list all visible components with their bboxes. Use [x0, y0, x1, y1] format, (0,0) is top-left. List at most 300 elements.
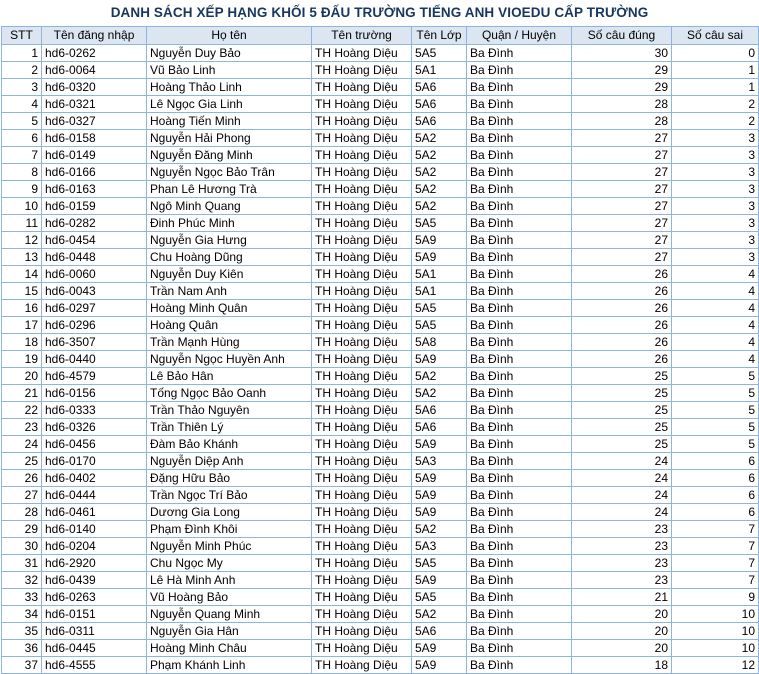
cell-wrong: 4 — [672, 300, 759, 317]
table-row — [2, 232, 759, 249]
cell-fullname: Hoàng Minh Quân — [147, 300, 312, 317]
cell-stt: 31 — [2, 555, 42, 572]
cell-school: TH Hoàng Diệu — [312, 487, 412, 504]
cell-username: hd6-0043 — [42, 283, 147, 300]
cell-district: Ba Đình — [467, 62, 572, 79]
cell-username: hd6-0060 — [42, 266, 147, 283]
cell-district: Ba Đình — [467, 317, 572, 334]
cell-class: 5A9 — [412, 487, 467, 504]
cell-class: 5A5 — [412, 317, 467, 334]
cell-district: Ba Đình — [467, 470, 572, 487]
cell-district: Ba Đình — [467, 334, 572, 351]
cell-username: hd6-0448 — [42, 249, 147, 266]
cell-correct: 26 — [572, 334, 672, 351]
cell-school: TH Hoàng Diệu — [312, 521, 412, 538]
cell-district: Ba Đình — [467, 504, 572, 521]
cell-school: TH Hoàng Diệu — [312, 113, 412, 130]
cell-wrong: 5 — [672, 436, 759, 453]
cell-school: TH Hoàng Diệu — [312, 130, 412, 147]
cell-correct: 27 — [572, 215, 672, 232]
cell-school: TH Hoàng Diệu — [312, 368, 412, 385]
table-row — [2, 351, 759, 368]
cell-username: hd6-0158 — [42, 130, 147, 147]
cell-correct: 20 — [572, 606, 672, 623]
table-row — [2, 521, 759, 538]
cell-correct: 28 — [572, 96, 672, 113]
table-row — [2, 589, 759, 606]
cell-school: TH Hoàng Diệu — [312, 419, 412, 436]
cell-fullname: Nguyễn Diệp Anh — [147, 453, 312, 470]
cell-correct: 25 — [572, 385, 672, 402]
cell-username: hd6-0282 — [42, 215, 147, 232]
cell-district: Ba Đình — [467, 487, 572, 504]
cell-correct: 29 — [572, 79, 672, 96]
cell-wrong: 10 — [672, 623, 759, 640]
cell-stt: 27 — [2, 487, 42, 504]
cell-class: 5A9 — [412, 436, 467, 453]
cell-username: hd6-0311 — [42, 623, 147, 640]
cell-class: 5A2 — [412, 606, 467, 623]
cell-school: TH Hoàng Diệu — [312, 198, 412, 215]
cell-school: TH Hoàng Diệu — [312, 640, 412, 657]
cell-class: 5A2 — [412, 181, 467, 198]
column-header-school: Tên trường — [312, 27, 412, 45]
cell-district: Ba Đình — [467, 402, 572, 419]
cell-correct: 27 — [572, 181, 672, 198]
cell-wrong: 5 — [672, 402, 759, 419]
cell-stt: 5 — [2, 113, 42, 130]
cell-stt: 33 — [2, 589, 42, 606]
cell-class: 5A5 — [412, 555, 467, 572]
cell-district: Ba Đình — [467, 96, 572, 113]
cell-district: Ba Đình — [467, 436, 572, 453]
table-row — [2, 300, 759, 317]
cell-stt: 26 — [2, 470, 42, 487]
cell-correct: 28 — [572, 113, 672, 130]
cell-school: TH Hoàng Diệu — [312, 657, 412, 674]
cell-school: TH Hoàng Diệu — [312, 436, 412, 453]
cell-wrong: 3 — [672, 164, 759, 181]
cell-fullname: Hoàng Tiến Minh — [147, 113, 312, 130]
cell-fullname: Nguyễn Đăng Minh — [147, 147, 312, 164]
cell-district: Ba Đình — [467, 147, 572, 164]
cell-district: Ba Đình — [467, 657, 572, 674]
cell-class: 5A2 — [412, 368, 467, 385]
table-row — [2, 657, 759, 674]
cell-school: TH Hoàng Diệu — [312, 232, 412, 249]
cell-district: Ba Đình — [467, 606, 572, 623]
cell-wrong: 6 — [672, 504, 759, 521]
table-row — [2, 487, 759, 504]
cell-wrong: 7 — [672, 555, 759, 572]
table-row — [2, 181, 759, 198]
cell-stt: 35 — [2, 623, 42, 640]
cell-username: hd6-0064 — [42, 62, 147, 79]
cell-stt: 28 — [2, 504, 42, 521]
cell-fullname: Nguyễn Ngọc Huyền Anh — [147, 351, 312, 368]
cell-fullname: Dương Gia Long — [147, 504, 312, 521]
table-row — [2, 96, 759, 113]
cell-fullname: Trần Nam Anh — [147, 283, 312, 300]
cell-class: 5A2 — [412, 521, 467, 538]
cell-username: hd6-0320 — [42, 79, 147, 96]
cell-class: 5A2 — [412, 385, 467, 402]
cell-wrong: 2 — [672, 113, 759, 130]
cell-wrong: 3 — [672, 147, 759, 164]
cell-class: 5A5 — [412, 45, 467, 62]
cell-fullname: Phan Lê Hương Trà — [147, 181, 312, 198]
cell-fullname: Vũ Hoàng Bảo — [147, 589, 312, 606]
cell-correct: 24 — [572, 470, 672, 487]
cell-class: 5A6 — [412, 623, 467, 640]
cell-stt: 32 — [2, 572, 42, 589]
cell-school: TH Hoàng Diệu — [312, 623, 412, 640]
cell-school: TH Hoàng Diệu — [312, 62, 412, 79]
cell-username: hd6-0159 — [42, 198, 147, 215]
table-row — [2, 249, 759, 266]
cell-school: TH Hoàng Diệu — [312, 589, 412, 606]
cell-correct: 25 — [572, 368, 672, 385]
cell-wrong: 10 — [672, 606, 759, 623]
cell-class: 5A2 — [412, 147, 467, 164]
cell-class: 5A9 — [412, 572, 467, 589]
cell-class: 5A6 — [412, 419, 467, 436]
cell-correct: 24 — [572, 453, 672, 470]
cell-username: hd6-4555 — [42, 657, 147, 674]
cell-district: Ba Đình — [467, 589, 572, 606]
cell-stt: 20 — [2, 368, 42, 385]
cell-school: TH Hoàng Diệu — [312, 606, 412, 623]
cell-school: TH Hoàng Diệu — [312, 317, 412, 334]
cell-username: hd6-2920 — [42, 555, 147, 572]
cell-school: TH Hoàng Diệu — [312, 385, 412, 402]
cell-username: hd6-0333 — [42, 402, 147, 419]
cell-wrong: 5 — [672, 368, 759, 385]
cell-fullname: Vũ Bảo Linh — [147, 62, 312, 79]
cell-fullname: Đàm Bảo Khánh — [147, 436, 312, 453]
cell-username: hd6-0140 — [42, 521, 147, 538]
cell-district: Ba Đình — [467, 164, 572, 181]
cell-fullname: Nguyễn Ngọc Bảo Trân — [147, 164, 312, 181]
cell-stt: 1 — [2, 45, 42, 62]
cell-class: 5A9 — [412, 351, 467, 368]
table-row — [2, 79, 759, 96]
cell-stt: 2 — [2, 62, 42, 79]
cell-correct: 24 — [572, 487, 672, 504]
cell-username: hd6-0445 — [42, 640, 147, 657]
cell-stt: 13 — [2, 249, 42, 266]
cell-school: TH Hoàng Diệu — [312, 283, 412, 300]
cell-school: TH Hoàng Diệu — [312, 470, 412, 487]
cell-correct: 23 — [572, 572, 672, 589]
cell-correct: 26 — [572, 266, 672, 283]
cell-fullname: Hoàng Minh Châu — [147, 640, 312, 657]
cell-fullname: Chu Ngọc My — [147, 555, 312, 572]
cell-correct: 27 — [572, 232, 672, 249]
cell-stt: 22 — [2, 402, 42, 419]
cell-username: hd6-0263 — [42, 589, 147, 606]
cell-correct: 24 — [572, 504, 672, 521]
cell-username: hd6-0440 — [42, 351, 147, 368]
cell-district: Ba Đình — [467, 385, 572, 402]
cell-school: TH Hoàng Diệu — [312, 79, 412, 96]
cell-school: TH Hoàng Diệu — [312, 402, 412, 419]
cell-correct: 18 — [572, 657, 672, 674]
cell-fullname: Đinh Phúc Minh — [147, 215, 312, 232]
cell-username: hd6-0204 — [42, 538, 147, 555]
cell-username: hd6-4579 — [42, 368, 147, 385]
cell-correct: 21 — [572, 589, 672, 606]
cell-fullname: Nguyễn Gia Hưng — [147, 232, 312, 249]
cell-username: hd6-0402 — [42, 470, 147, 487]
cell-school: TH Hoàng Diệu — [312, 572, 412, 589]
cell-district: Ba Đình — [467, 79, 572, 96]
cell-username: hd6-0151 — [42, 606, 147, 623]
cell-stt: 16 — [2, 300, 42, 317]
cell-username: hd6-0326 — [42, 419, 147, 436]
cell-wrong: 4 — [672, 351, 759, 368]
cell-class: 5A3 — [412, 453, 467, 470]
table-row — [2, 334, 759, 351]
cell-class: 5A6 — [412, 113, 467, 130]
cell-wrong: 0 — [672, 45, 759, 62]
cell-fullname: Trần Ngọc Trí Bảo — [147, 487, 312, 504]
cell-fullname: Lê Bảo Hân — [147, 368, 312, 385]
table-row — [2, 283, 759, 300]
cell-wrong: 3 — [672, 232, 759, 249]
cell-wrong: 10 — [672, 640, 759, 657]
cell-district: Ba Đình — [467, 249, 572, 266]
cell-district: Ba Đình — [467, 538, 572, 555]
cell-stt: 37 — [2, 657, 42, 674]
cell-wrong: 4 — [672, 317, 759, 334]
cell-wrong: 7 — [672, 521, 759, 538]
cell-class: 5A9 — [412, 640, 467, 657]
column-header-district: Quận / Huyện — [467, 27, 572, 45]
cell-class: 5A5 — [412, 589, 467, 606]
cell-school: TH Hoàng Diệu — [312, 555, 412, 572]
cell-correct: 25 — [572, 419, 672, 436]
cell-username: hd6-0327 — [42, 113, 147, 130]
cell-school: TH Hoàng Diệu — [312, 351, 412, 368]
table-row — [2, 419, 759, 436]
table-row — [2, 538, 759, 555]
table-row — [2, 436, 759, 453]
table-row — [2, 62, 759, 79]
cell-class: 5A2 — [412, 130, 467, 147]
cell-fullname: Chu Hoàng Dũng — [147, 249, 312, 266]
cell-correct: 25 — [572, 402, 672, 419]
cell-school: TH Hoàng Diệu — [312, 504, 412, 521]
cell-wrong: 4 — [672, 334, 759, 351]
cell-username: hd6-0444 — [42, 487, 147, 504]
cell-class: 5A1 — [412, 62, 467, 79]
cell-stt: 29 — [2, 521, 42, 538]
cell-wrong: 9 — [672, 589, 759, 606]
cell-wrong: 7 — [672, 572, 759, 589]
cell-stt: 34 — [2, 606, 42, 623]
cell-correct: 23 — [572, 555, 672, 572]
cell-district: Ba Đình — [467, 198, 572, 215]
cell-school: TH Hoàng Diệu — [312, 249, 412, 266]
cell-class: 5A9 — [412, 232, 467, 249]
cell-wrong: 3 — [672, 249, 759, 266]
table-row — [2, 266, 759, 283]
cell-wrong: 5 — [672, 419, 759, 436]
cell-wrong: 3 — [672, 198, 759, 215]
table-row — [2, 113, 759, 130]
cell-wrong: 5 — [672, 385, 759, 402]
cell-district: Ba Đình — [467, 300, 572, 317]
table-row — [2, 555, 759, 572]
table-row — [2, 640, 759, 657]
column-header-wrong: Số câu sai — [672, 27, 759, 45]
cell-district: Ba Đình — [467, 453, 572, 470]
cell-username: hd6-0296 — [42, 317, 147, 334]
cell-username: hd6-0456 — [42, 436, 147, 453]
cell-stt: 19 — [2, 351, 42, 368]
cell-correct: 27 — [572, 198, 672, 215]
cell-wrong: 6 — [672, 453, 759, 470]
cell-fullname: Ngô Minh Quang — [147, 198, 312, 215]
cell-district: Ba Đình — [467, 521, 572, 538]
cell-correct: 27 — [572, 164, 672, 181]
cell-correct: 25 — [572, 436, 672, 453]
table-body — [2, 45, 759, 674]
cell-username: hd6-0454 — [42, 232, 147, 249]
cell-correct: 26 — [572, 300, 672, 317]
cell-class: 5A8 — [412, 334, 467, 351]
cell-district: Ba Đình — [467, 283, 572, 300]
table-row — [2, 572, 759, 589]
cell-class: 5A1 — [412, 266, 467, 283]
table-row — [2, 504, 759, 521]
cell-correct: 26 — [572, 317, 672, 334]
cell-correct: 23 — [572, 521, 672, 538]
cell-stt: 15 — [2, 283, 42, 300]
cell-district: Ba Đình — [467, 215, 572, 232]
cell-fullname: Lê Hà Minh Anh — [147, 572, 312, 589]
table-row — [2, 402, 759, 419]
cell-stt: 9 — [2, 181, 42, 198]
column-header-stt: STT — [2, 27, 42, 45]
column-header-correct: Số câu đúng — [572, 27, 672, 45]
cell-fullname: Đặng Hữu Bảo — [147, 470, 312, 487]
cell-school: TH Hoàng Diệu — [312, 538, 412, 555]
table-row — [2, 606, 759, 623]
cell-correct: 27 — [572, 249, 672, 266]
cell-wrong: 12 — [672, 657, 759, 674]
cell-fullname: Phạm Đình Khôi — [147, 521, 312, 538]
cell-stt: 7 — [2, 147, 42, 164]
cell-wrong: 4 — [672, 283, 759, 300]
cell-username: hd6-0439 — [42, 572, 147, 589]
cell-username: hd6-0321 — [42, 96, 147, 113]
table-row — [2, 368, 759, 385]
table-row — [2, 623, 759, 640]
cell-username: hd6-0149 — [42, 147, 147, 164]
cell-class: 5A3 — [412, 538, 467, 555]
cell-school: TH Hoàng Diệu — [312, 266, 412, 283]
cell-fullname: Hoàng Thảo Linh — [147, 79, 312, 96]
cell-wrong: 6 — [672, 487, 759, 504]
cell-stt: 24 — [2, 436, 42, 453]
cell-fullname: Nguyễn Duy Bảo — [147, 45, 312, 62]
cell-fullname: Tống Ngọc Bảo Oanh — [147, 385, 312, 402]
cell-class: 5A2 — [412, 164, 467, 181]
table-header-row — [2, 27, 759, 45]
cell-school: TH Hoàng Diệu — [312, 334, 412, 351]
cell-fullname: Lê Ngọc Gia Linh — [147, 96, 312, 113]
cell-username: hd6-0156 — [42, 385, 147, 402]
column-header-class: Tên Lớp — [412, 27, 467, 45]
cell-class: 5A6 — [412, 96, 467, 113]
cell-district: Ba Đình — [467, 419, 572, 436]
cell-school: TH Hoàng Diệu — [312, 453, 412, 470]
cell-username: hd6-0166 — [42, 164, 147, 181]
cell-stt: 36 — [2, 640, 42, 657]
cell-district: Ba Đình — [467, 130, 572, 147]
cell-school: TH Hoàng Diệu — [312, 164, 412, 181]
cell-class: 5A9 — [412, 657, 467, 674]
cell-stt: 11 — [2, 215, 42, 232]
cell-correct: 27 — [572, 130, 672, 147]
cell-wrong: 4 — [672, 266, 759, 283]
cell-wrong: 2 — [672, 96, 759, 113]
table-row — [2, 147, 759, 164]
table-row — [2, 198, 759, 215]
cell-username: hd6-0170 — [42, 453, 147, 470]
column-header-fullname: Họ tên — [147, 27, 312, 45]
cell-correct: 23 — [572, 538, 672, 555]
cell-fullname: Trần Mạnh Hùng — [147, 334, 312, 351]
cell-class: 5A5 — [412, 300, 467, 317]
cell-district: Ba Đình — [467, 351, 572, 368]
cell-class: 5A6 — [412, 402, 467, 419]
cell-district: Ba Đình — [467, 640, 572, 657]
cell-fullname: Trần Thảo Nguyên — [147, 402, 312, 419]
cell-wrong: 1 — [672, 79, 759, 96]
cell-stt: 8 — [2, 164, 42, 181]
table-row — [2, 470, 759, 487]
ranking-table — [1, 26, 759, 674]
cell-fullname: Nguyễn Minh Phúc — [147, 538, 312, 555]
table-row — [2, 164, 759, 181]
cell-wrong: 6 — [672, 470, 759, 487]
cell-school: TH Hoàng Diệu — [312, 147, 412, 164]
table-row — [2, 130, 759, 147]
cell-class: 5A5 — [412, 215, 467, 232]
cell-district: Ba Đình — [467, 623, 572, 640]
cell-stt: 6 — [2, 130, 42, 147]
page-title: DANH SÁCH XẾP HẠNG KHỐI 5 ĐẤU TRƯỜNG TIẾNG ANH VIOEDU CẤP TRƯỜNG — [110, 5, 649, 20]
cell-fullname: Hoàng Quân — [147, 317, 312, 334]
cell-wrong: 7 — [672, 538, 759, 555]
cell-username: hd6-0262 — [42, 45, 147, 62]
cell-wrong: 3 — [672, 215, 759, 232]
cell-correct: 26 — [572, 351, 672, 368]
table-row — [2, 317, 759, 334]
cell-correct: 26 — [572, 283, 672, 300]
cell-fullname: Nguyễn Duy Kiên — [147, 266, 312, 283]
cell-wrong: 3 — [672, 181, 759, 198]
cell-fullname: Trần Thiên Lý — [147, 419, 312, 436]
cell-district: Ba Đình — [467, 45, 572, 62]
cell-school: TH Hoàng Diệu — [312, 215, 412, 232]
cell-class: 5A9 — [412, 470, 467, 487]
cell-district: Ba Đình — [467, 113, 572, 130]
cell-school: TH Hoàng Diệu — [312, 45, 412, 62]
